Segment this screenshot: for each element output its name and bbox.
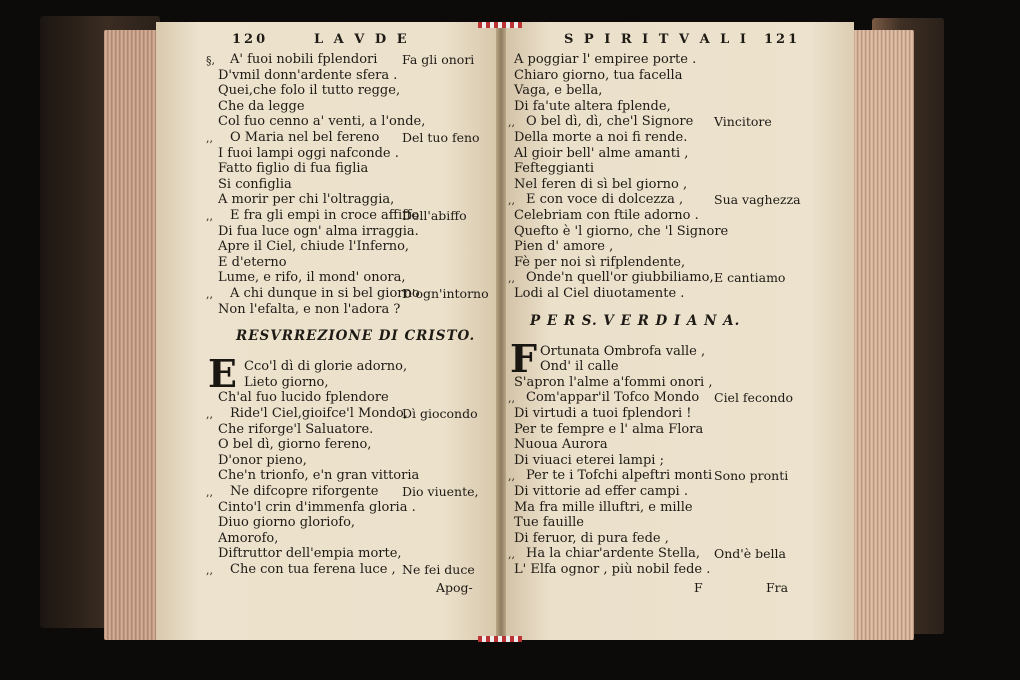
verse-line: Della morte a noi fi rende. xyxy=(514,130,688,145)
verse-line: Ne difcopre riforgente xyxy=(230,484,379,499)
verse-line: Di feruor, di pura fede , xyxy=(514,530,669,546)
verse-line: Onde'n quell'or giubbiliamo, xyxy=(526,270,714,286)
verse-line: A poggiar l' empiree porte . xyxy=(514,52,697,67)
verse-line: D'onor pieno, xyxy=(218,452,307,468)
verse-line: Ha la chiar'ardente Stella, xyxy=(526,546,701,562)
catchword: Fra xyxy=(766,579,789,595)
verse-line: Si configlia xyxy=(218,176,292,192)
verse-line: Di fua luce ogn' alma irraggia. xyxy=(218,223,419,239)
verse-line: Col fuo cenno a' venti, a l'onde, xyxy=(218,114,426,130)
verse-line: Quei,che folo il tutto regge, xyxy=(218,83,401,99)
verse-line: Ch'al fuo lucido fplendore xyxy=(218,390,389,406)
verse-line: Amorofo, xyxy=(218,530,279,546)
verse-line: Diuo giorno gloriofo, xyxy=(218,515,356,531)
verse-line: S'apron l'alme a'fommi onori , xyxy=(514,374,713,390)
page-edges-left xyxy=(104,30,162,640)
verse-line: Com'appar'il Tofco Mondo xyxy=(526,390,700,406)
verse-echo: Fa gli onori xyxy=(402,52,475,67)
verse-line: Che con tua ferena luce , xyxy=(230,562,396,577)
verse-line: Non l'efalta, e non l'adora ? xyxy=(218,301,401,317)
verse-echo: Ne fei duce xyxy=(402,562,475,577)
verse-echo: Dell'abiffo xyxy=(402,208,467,223)
verse-line: Lume, e rifo, il mond' onora, xyxy=(218,270,406,286)
verse-line: Nel feren di sì bel giorno , xyxy=(514,176,688,192)
verse-line: A morir per chi l'oltraggia, xyxy=(218,192,395,208)
verse-line: Cco'l dì di glorie adorno, xyxy=(244,359,408,375)
verse-line: Pien d' amore , xyxy=(514,239,614,255)
verse-line: Fatto figlio di fua figlia xyxy=(218,161,369,177)
verse-mark: ,, xyxy=(206,486,213,499)
headband-bottom xyxy=(478,636,522,642)
verse-line: Che riforge'l Saluatore. xyxy=(218,421,374,437)
verse-line: A' fuoi nobili fplendori xyxy=(230,52,378,67)
verse-echo: Dio viuente, xyxy=(402,484,479,499)
drop-capital: E xyxy=(208,351,237,397)
verse-mark: ,, xyxy=(206,210,213,223)
verse-line: Lieto giorno, xyxy=(244,374,329,390)
verse-line: Tue fauille xyxy=(514,515,584,531)
verse-line: Vaga, e bella, xyxy=(514,83,603,99)
verse-line: E fra gli empi in croce affiffo xyxy=(230,208,420,223)
right-page xyxy=(500,22,854,640)
verse-mark: ,, xyxy=(508,548,515,562)
verse-line: Celebriam con ftile adorno . xyxy=(514,208,699,223)
headband-top xyxy=(478,22,522,28)
verse-mark: ,, xyxy=(206,408,213,421)
verse-mark: ,, xyxy=(508,194,515,208)
verse-line: Chiaro giorno, tua facella xyxy=(514,67,683,83)
verse-line: Di vittorie ad effer campi . xyxy=(514,484,688,499)
verse-line: Ond' il calle xyxy=(540,359,619,375)
verse-line: Apre il Ciel, chiude l'Inferno, xyxy=(218,239,410,255)
verse-line: D'vmil donn'ardente sfera . xyxy=(218,67,398,83)
verse-line: I fuoi lampi oggi nafconde . xyxy=(218,145,399,161)
verse-echo: Vincitore xyxy=(714,114,772,130)
verse-echo: Del tuo feno xyxy=(402,130,480,145)
verse-line: Ride'l Ciel,gioifce'l Mondo, xyxy=(230,406,408,421)
verse-mark: §, xyxy=(206,54,215,67)
verse-echo: Sono pronti xyxy=(714,468,789,484)
verse-line: O Maria nel bel fereno xyxy=(230,130,380,145)
verse-mark: ,, xyxy=(206,564,213,577)
page-edges-right xyxy=(846,30,914,640)
verse-echo: E cantiamo xyxy=(714,270,786,286)
verse-mark: ,, xyxy=(206,132,213,145)
drop-capital: F xyxy=(510,335,537,381)
page-number: 120 xyxy=(232,32,269,47)
verse-line: Che da legge xyxy=(218,98,305,114)
catchword: Apog- xyxy=(436,579,473,595)
verse-line: Lodi al Ciel diuotamente . xyxy=(514,286,685,301)
page-number: 121 xyxy=(764,32,801,47)
verse-line: Per te i Tofchi alpeftri monti xyxy=(526,468,713,484)
verse-line: Per te fempre e l' alma Flora xyxy=(514,421,704,437)
verse-line: Di virtudi a tuoi fplendori ! xyxy=(514,406,692,421)
verse-echo: Sua vaghezza xyxy=(714,192,801,208)
running-head: S P I R I T V A L I xyxy=(564,32,749,47)
verse-line: Ortunata Ombrofa valle , xyxy=(540,343,706,359)
verse-line: Al gioir bell' alme amanti , xyxy=(514,145,689,161)
verse-line: O bel dì, giorno fereno, xyxy=(218,437,372,453)
verse-line: Di viuaci eterei lampi ; xyxy=(514,452,664,468)
verse-line: E d'eterno xyxy=(218,254,287,270)
left-page xyxy=(156,22,506,640)
verse-line: Fefteggianti xyxy=(514,161,595,177)
verse-mark: ,, xyxy=(206,288,213,301)
verse-line: Ma fra mille illuftri, e mille xyxy=(514,499,693,515)
verse-mark: ,, xyxy=(508,392,515,406)
verse-line: Di fa'ute altera fplende, xyxy=(514,98,671,114)
verse-echo: Ciel fecondo xyxy=(714,390,794,406)
verse-line: Diftruttor dell'empia morte, xyxy=(218,546,402,562)
verse-line: Fè per noi sì rifplendente, xyxy=(514,254,686,270)
book-gutter xyxy=(496,22,506,640)
verse-line: A chi dunque in si bel giorno xyxy=(230,286,420,301)
verse-mark: ,, xyxy=(508,470,515,484)
running-head: L A V D E xyxy=(314,32,410,47)
signature-mark: F xyxy=(694,579,703,595)
verse-line: Che'n trionfo, e'n gran vittoria xyxy=(218,468,420,484)
verse-mark: ,, xyxy=(508,116,515,130)
verse-echo: Dì giocondo xyxy=(402,406,478,421)
verse-line: L' Elfa ognor , più nobil fede . xyxy=(514,562,711,577)
section-title: RESVRREZIONE DI CRISTO. xyxy=(236,328,476,345)
verse-mark: ,, xyxy=(508,272,515,286)
verse-line: O bel dì, dì, che'l Signore xyxy=(526,114,694,130)
verse-echo: D'ogn'intorno xyxy=(402,286,489,301)
verse-line: Nuoua Aurora xyxy=(514,437,608,453)
verse-line: Cinto'l crin d'immenfa gloria . xyxy=(218,499,416,515)
verse-line: E con voce di dolcezza , xyxy=(526,192,684,208)
verse-line: Quefto è 'l giorno, che 'l Signore xyxy=(514,223,729,239)
verse-echo: Ond'è bella xyxy=(714,546,786,562)
section-title: P E R S. V E R D I A N A. xyxy=(530,312,741,329)
